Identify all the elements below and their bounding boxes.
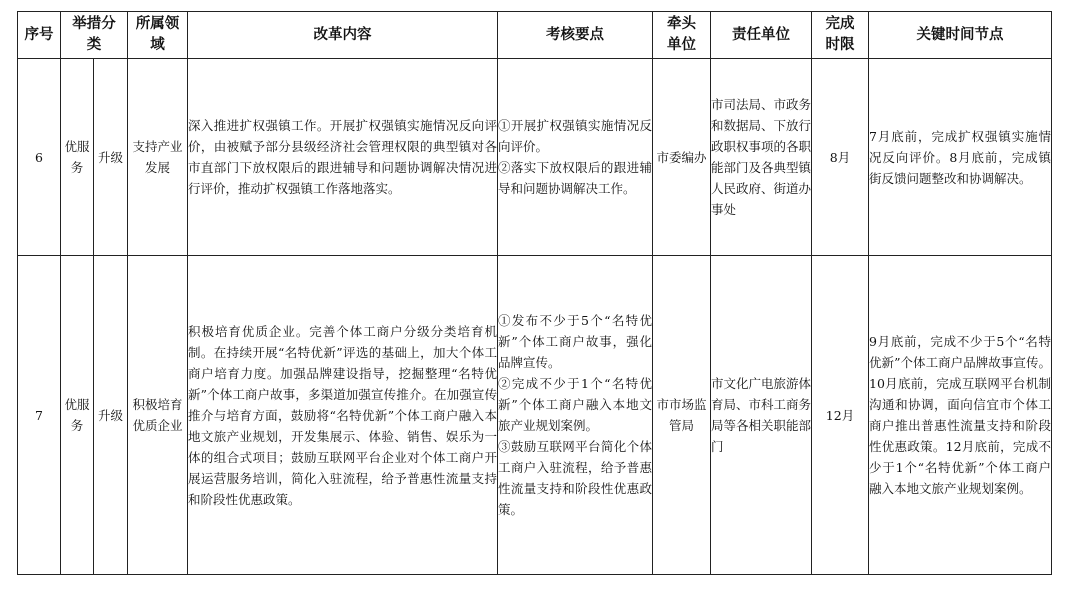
header-seq: 序号 — [18, 12, 61, 59]
row-domain: 支持产业发展 — [128, 59, 188, 256]
row-lead-unit: 市委编办 — [653, 59, 711, 256]
row-content: 积极培育优质企业。完善个体工商户分级分类培育机制。在持续开展“名特优新”评选的基础上，加大个体工商户培育力度。加强品牌建设指导，挖掘整理“名特优新”个体工商户故事，多渠道加强宣传推介。在加强宣传推介与培育方面，鼓励将“名特优新”个体工商户融入本地文旅产业规划，开发集展示、体验、销售、娱乐为一体的组合式项目；鼓励互联网平台企业对个体工商户开展运营服务培训，简化入驻流程，给予普惠性流量支持和阶段性优惠政策。 — [188, 256, 498, 575]
header-milestones: 关键时间节点 — [869, 12, 1052, 59]
row-key-points: ①开展扩权强镇实施情况反向评价。 ②落实下放权限后的跟进辅导和问题协调解决工作。 — [498, 59, 653, 256]
header-key-points: 考核要点 — [498, 12, 653, 59]
row-milestones: 9月底前，完成不少于5个“名特优新”个体工商户品牌故事宣传。10月底前，完成互联网平台机制沟通和协调，面向信宜市个体工商户推出普惠性流量支持和阶段性优惠政策。12月底前，完成不少于1个“名特优新”个体工商户融入本地文旅产业规划案例。 — [869, 256, 1052, 575]
reform-table — [17, 11, 1052, 575]
row-milestones: 7月底前，完成扩权强镇实施情况反向评价。8月底前，完成镇街反馈问题整改和协调解决。 — [869, 59, 1052, 256]
row-lead-unit: 市市场监管局 — [653, 256, 711, 575]
table-row — [18, 59, 1052, 256]
row-deadline: 8月 — [812, 59, 869, 256]
row-domain: 积极培育优质企业 — [128, 256, 188, 575]
row-content: 深入推进扩权强镇工作。开展扩权强镇实施情况反向评价，由被赋予部分县级经济社会管理权限的典型镇对各市直部门下放权限后的跟进辅导和问题协调解决情况进行评价，推动扩权强镇工作落地落实。 — [188, 59, 498, 256]
row-category-sub: 升级 — [94, 59, 128, 256]
row-seq: 6 — [18, 59, 61, 256]
row-responsible: 市文化广电旅游体育局、市科工商务局等各相关职能部门 — [711, 256, 812, 575]
header-lead-unit: 牵头单位 — [653, 12, 711, 59]
header-content: 改革内容 — [188, 12, 498, 59]
header-category: 举措分类 — [61, 12, 128, 59]
row-deadline: 12月 — [812, 256, 869, 575]
row-responsible: 市司法局、市政务和数据局、下放行政职权事项的各职能部门及各典型镇人民政府、街道办事处 — [711, 59, 812, 256]
table-row — [18, 256, 1052, 575]
row-category-sub: 升级 — [94, 256, 128, 575]
row-seq: 7 — [18, 256, 61, 575]
header-row — [18, 12, 1052, 59]
header-domain: 所属领域 — [128, 12, 188, 59]
row-category-main: 优服务 — [61, 256, 94, 575]
header-responsible: 责任单位 — [711, 12, 812, 59]
row-key-points: ①发布不少于5个“名特优新”个体工商户故事，强化品牌宣传。 ②完成不少于1个“名特优新”个体工商户融入本地文旅产业规划案例。 ③鼓励互联网平台简化个体工商户入驻流程，给予普惠性流量支持和阶段性优惠政策。 — [498, 256, 653, 575]
row-category-main: 优服务 — [61, 59, 94, 256]
header-deadline: 完成时限 — [812, 12, 869, 59]
